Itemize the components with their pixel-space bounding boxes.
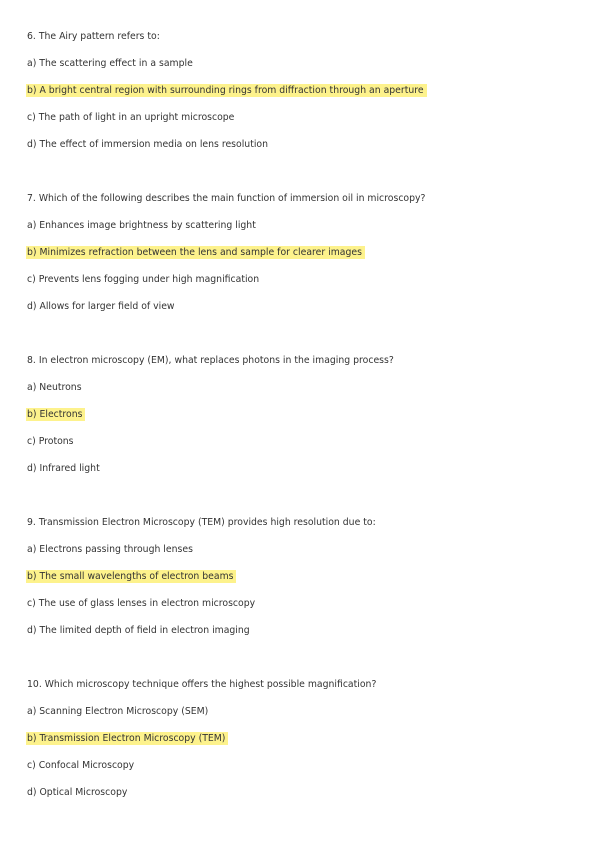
question-6-option-b-answer: [27, 85, 427, 97]
answer-highlight: b) A bright central region with surrounding rings from diffraction through an aperture: [26, 84, 427, 97]
question-8-text: 8. In electron microscopy (EM), what replaces photons in the imaging process?: [27, 355, 394, 366]
question-8-option-a: a) Neutrons: [27, 382, 82, 393]
question-8-option-c: c) Protons: [27, 436, 74, 447]
question-9-text: 9. Transmission Electron Microscopy (TEM) provides high resolution due to:: [27, 517, 376, 528]
question-6-option-c: c) The path of light in an upright microscope: [27, 112, 235, 123]
question-7-text: 7. Which of the following describes the main function of immersion oil in microscopy?: [27, 193, 426, 204]
question-6-text: 6. The Airy pattern refers to:: [27, 31, 160, 42]
question-7-option-a: a) Enhances image brightness by scattering light: [27, 220, 256, 231]
question-7-option-b-answer: [27, 247, 365, 259]
question-9-option-c: c) The use of glass lenses in electron microscopy: [27, 598, 256, 609]
question-9-option-d: d) The limited depth of field in electron imaging: [27, 625, 250, 636]
question-6-option-d: d) The effect of immersion media on lens resolution: [27, 139, 268, 150]
question-10-option-a: a) Scanning Electron Microscopy (SEM): [27, 706, 209, 717]
answer-highlight: b) Minimizes refraction between the lens and sample for clearer images: [26, 246, 365, 259]
question-7-option-c: c) Prevents lens fogging under high magnification: [27, 274, 260, 285]
question-9-option-b-answer: [27, 571, 236, 583]
answer-highlight: b) The small wavelengths of electron beams: [26, 570, 236, 583]
answer-highlight: b) Electrons: [26, 408, 85, 421]
question-6-option-a: a) The scattering effect in a sample: [27, 58, 193, 69]
question-10-text: 10. Which microscopy technique offers the highest possible magnification?: [27, 679, 377, 690]
question-10-option-c: c) Confocal Microscopy: [27, 760, 135, 771]
question-10-option-b-answer: [27, 733, 228, 745]
question-9-option-a: a) Electrons passing through lenses: [27, 544, 193, 555]
question-7-option-d: d) Allows for larger field of view: [27, 301, 175, 312]
question-8-option-b-answer: [27, 409, 85, 421]
question-10-option-d: d) Optical Microscopy: [27, 787, 128, 798]
question-8-option-d: d) Infrared light: [27, 463, 100, 474]
answer-highlight: b) Transmission Electron Microscopy (TEM): [26, 732, 228, 745]
